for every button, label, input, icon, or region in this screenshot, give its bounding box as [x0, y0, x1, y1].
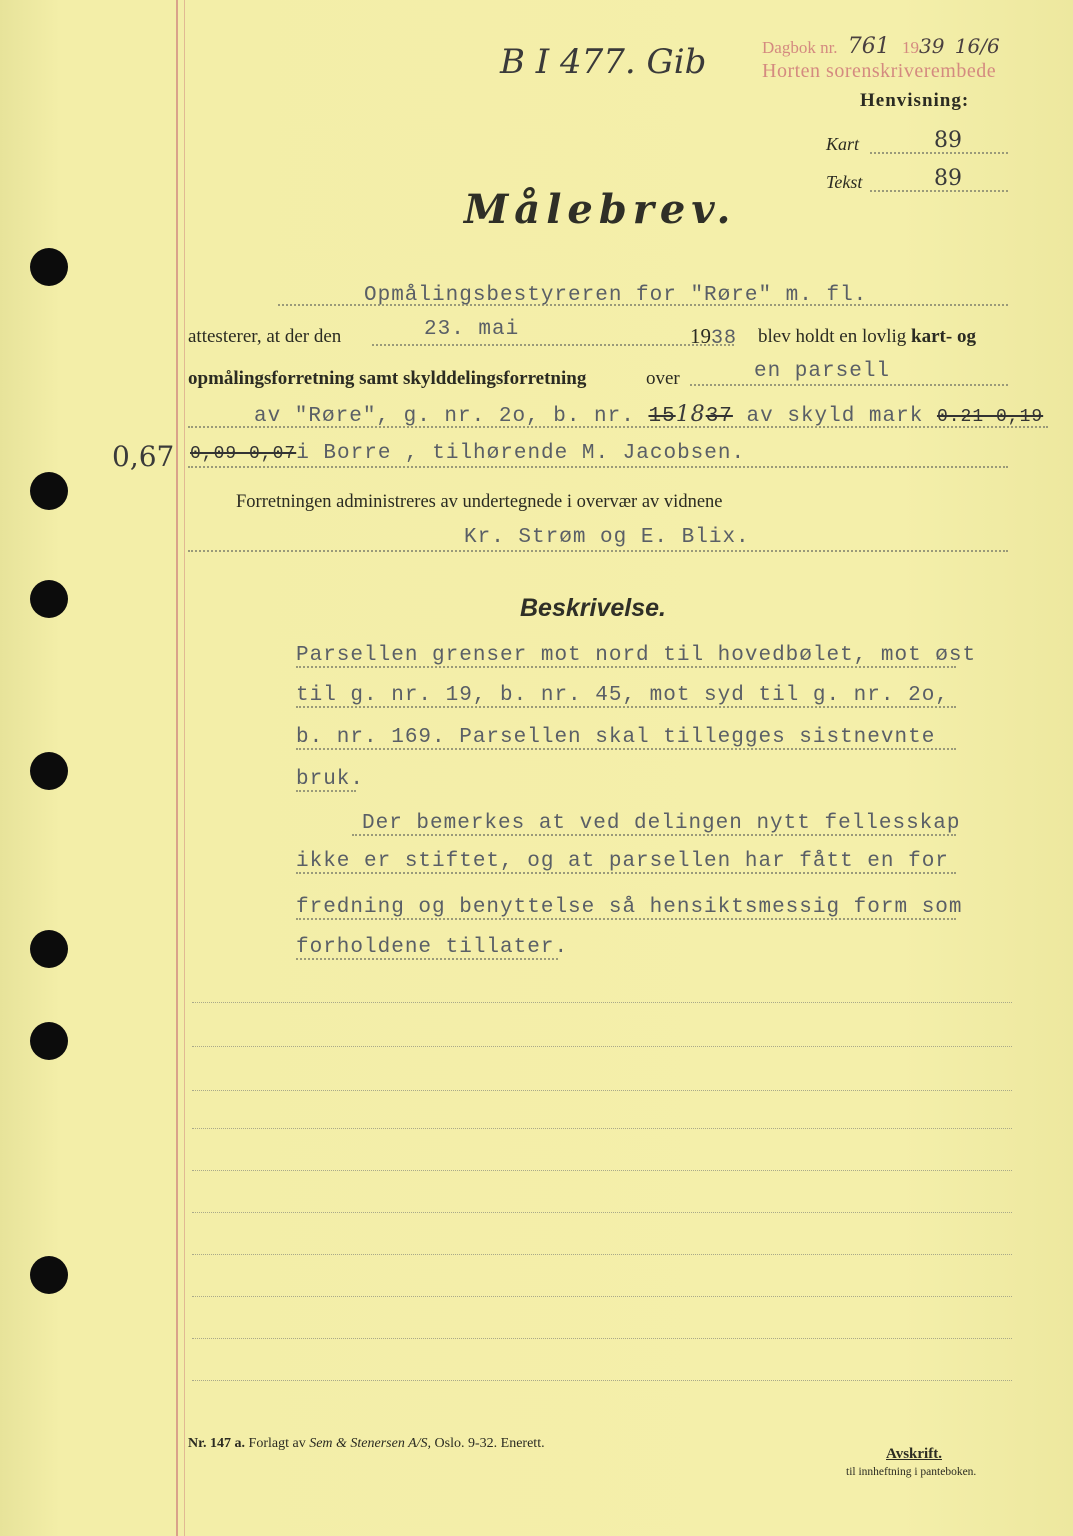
attest-held-text: blev holdt en lovlig [758, 326, 907, 347]
kart-label: Kart [826, 134, 860, 154]
document-title: Målebrev. [464, 186, 737, 233]
margin-note: 0,67 [112, 440, 175, 473]
binder-hole [30, 248, 68, 286]
attest-year-prefix: 19 [690, 324, 711, 348]
object-text: en parsell [754, 360, 891, 383]
property-typed-a: av "Røre", g. nr. 2o, b. nr. [254, 405, 635, 428]
attest-dotline-date [372, 344, 734, 346]
dagbok-number: 761 [847, 34, 890, 59]
owner-struck: 0,09 0,07 [190, 444, 297, 464]
blank-ruled-line [192, 1002, 1012, 1003]
publisher-text: Forlagt av [248, 1436, 306, 1451]
description-line: b. nr. 169. Parsellen skal tillegges sistnevnte [296, 726, 936, 749]
blank-ruled-line [192, 1090, 1012, 1091]
property-handwritten: 18 [675, 402, 706, 427]
avskrift-note: til innheftning i panteboken. [846, 1466, 977, 1478]
attest-held-bold: kart- og [911, 326, 976, 347]
business-text: opmålingsforretning samt skylddelingsforretning [188, 368, 587, 389]
blank-ruled-line [192, 1254, 1012, 1255]
witnesses: Kr. Strøm og E. Blix. [464, 526, 750, 549]
margin-rule-inner [184, 0, 185, 1536]
description-line: fredning og benyttelse så hensiktsmessig form som [296, 896, 963, 919]
margin-rule-outer [176, 0, 178, 1536]
property-struck-a: 15 [648, 405, 676, 428]
blank-ruled-line [192, 1338, 1012, 1339]
dagbok-line [762, 34, 1000, 59]
blank-ruled-line [192, 1170, 1012, 1171]
tekst-value: 89 [934, 166, 962, 191]
dagbok-year-prefix: 19 [902, 38, 920, 57]
binder-hole [30, 1022, 68, 1060]
blank-ruled-line [192, 1380, 1012, 1381]
admin-text: Forretningen administreres av undertegnede i overvær av vidnene [236, 492, 723, 512]
description-line: Der bemerkes at ved delingen nytt fellesskap [362, 812, 961, 835]
description-line: til g. nr. 19, b. nr. 45, mot syd til g. nr. 2o, [296, 684, 949, 707]
description-line: ikke er stiftet, og at parsellen har fått en for [296, 850, 949, 873]
property-struck-c: 0.21 0,19 [936, 407, 1044, 427]
owner-line [190, 442, 745, 465]
witness-dotline [188, 550, 1008, 552]
attest-held [758, 326, 976, 348]
binder-hole [30, 472, 68, 510]
description-line: Parsellen grenser mot nord til hovedbølet, mot øst [296, 644, 977, 667]
object-dotline [690, 384, 1008, 386]
dagbok-year: 39 [919, 34, 945, 58]
dagbok-date: 16/6 [954, 34, 1000, 58]
reference-handwritten: B I 477. Gib [500, 42, 707, 82]
attest-year [690, 324, 737, 350]
binder-hole [30, 930, 68, 968]
tekst-label: Tekst [826, 172, 863, 192]
attest-prefix: attesterer, at der den [188, 326, 342, 347]
over-text: over [646, 368, 680, 389]
description-line: forholdene tillater. [296, 936, 569, 959]
blank-ruled-line [192, 1128, 1012, 1129]
publisher-prefix: Nr. 147 a. [188, 1436, 246, 1451]
owner-dotline [188, 466, 1008, 468]
publisher-line [188, 1436, 545, 1452]
owner-typed: i Borre , tilhørende M. Jacobsen. [296, 442, 746, 465]
description-heading: Beskrivelse. [520, 594, 666, 622]
attest-year-value: 38 [711, 327, 738, 350]
avskrift-label: Avskrift. [886, 1446, 942, 1462]
henvisning-label: Henvisning: [860, 90, 970, 111]
property-struck-b: 37 [705, 405, 733, 428]
attest-date: 23. mai [424, 318, 520, 341]
office-stamp: Horten sorenskriverembede [762, 60, 997, 82]
publisher-suffix: Oslo. 9-32. Enerett. [434, 1436, 545, 1451]
kart-value: 89 [934, 128, 962, 153]
blank-ruled-line [192, 1212, 1012, 1213]
property-line [254, 402, 1043, 428]
binder-hole [30, 580, 68, 618]
property-typed-b: av skyld mark [746, 405, 924, 428]
authority-text: Opmålingsbestyreren for "Røre" m. fl. [364, 284, 868, 307]
dagbok-label: Dagbok nr. [762, 38, 838, 57]
blank-ruled-line [192, 1046, 1012, 1047]
binder-hole [30, 752, 68, 790]
binder-hole [30, 1256, 68, 1294]
blank-ruled-line [192, 1296, 1012, 1297]
publisher-name: Sem & Stenersen A/S, [309, 1436, 432, 1451]
description-line: bruk. [296, 768, 365, 791]
